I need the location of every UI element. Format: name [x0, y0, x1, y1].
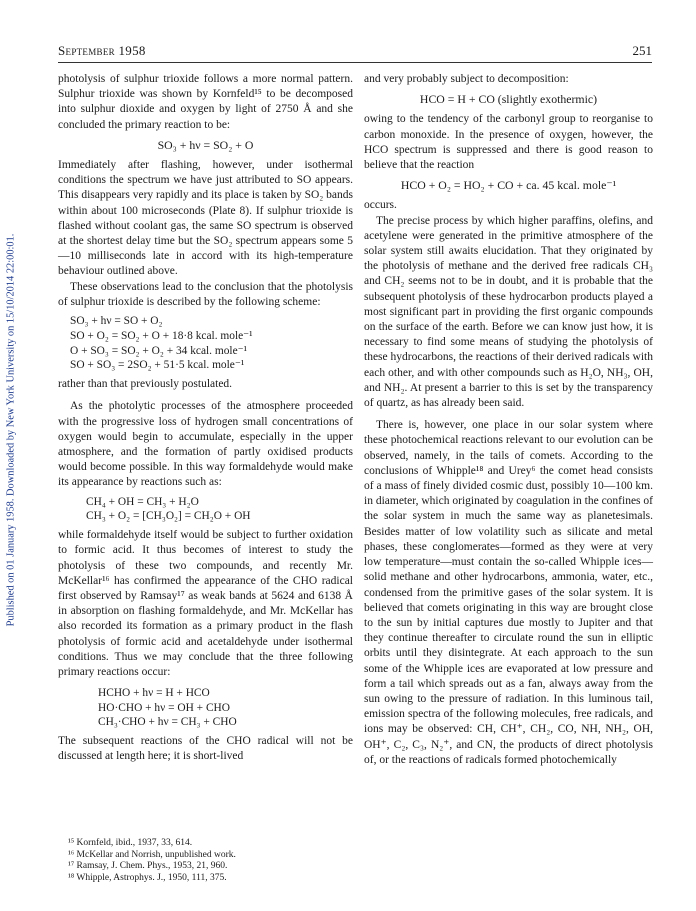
journal-date: September 1958: [58, 43, 146, 58]
reaction-line: CH₃ + O₂ = [CH₃O₂] = CH₂O + OH: [86, 510, 251, 523]
paragraph: owing to the tendency of the carbonyl group to reorganise to carbon monoxide. In the presence of oxygen, however, the HCO spectrum is suppressed and there is good reason to believe that the reaction: [364, 113, 653, 172]
footnotes: [58, 838, 353, 884]
equation: HCO = H + CO (slightly exothermic): [419, 92, 598, 107]
footnote: ¹⁶ McKellar and Norrish, unpublished work.: [68, 849, 236, 860]
reaction-scheme: [70, 314, 353, 373]
reaction-line: HCHO + hν = H + HCO: [98, 687, 210, 700]
reaction-line: SO₃ + hν = SO + O₂: [70, 315, 163, 328]
paragraph: The precise process by which higher paraffins, olefins, and acetylene were generated in the primitive atmosphere of the solar system still awaits elucidation. That they originated by the photolysis of methane and the derived free radicals CH₃ and CH₂ seems not to be in doubt, and it is probable that the subsequent photolysis of these hydrocarbon products played a most significant part in providing the first organic compounds on the surface of the earth. Before we can know just how, it is necessary to find some means of studying the photolysis of these hydrocarbons, the reactions of their derived radicals with each other, and with other compounds such as H₂O, NH₃, OH, and NH₂. At present a barrier to this is set by the transparency of quartz, as has already been said.: [364, 214, 653, 410]
reaction-line: CH₃·CHO + hν = CH₃ + CHO: [98, 716, 237, 729]
paragraph: Immediately after flashing, however, under isothermal conditions the spectrum we have just attributed to SO appears. This disappears very rapidly and its place is taken by SO₂ bands within about 100 microseconds (Plate 8). If sulphur trioxide is flashed without coolant gas, the same SO spectrum is observed at the shortest delay time but the SO₂ spectrum appears some 5—10 milliseconds late in accord with its high-temperature behaviour outlined above.: [58, 159, 353, 278]
footnote: ¹⁸ Whipple, Astrophys. J., 1950, 111, 375.: [68, 872, 227, 883]
download-watermark: Published on 01 January 1958. Downloaded by New York University on 15/10/2014 22:00:01.: [5, 233, 17, 627]
paragraph: and very probably subject to decomposition:: [364, 73, 569, 85]
reaction-line: O + SO₃ = SO₂ + O₂ + 34 kcal. mole⁻¹: [70, 344, 248, 357]
paragraph: As the photolytic processes of the atmosphere proceeded with the progressive loss of hydrogen small concentrations of oxygen would begin to accumulate, especially in the upper atmosphere, and the formation of partly oxidised products would become possible. In this way formaldehyde would make its appearance by reactions such as:: [58, 400, 353, 489]
right-column: [364, 72, 653, 768]
equation: HCO + O₂ = HO₂ + CO + ca. 45 kcal. mole⁻¹: [400, 178, 617, 193]
paragraph: occurs.: [364, 199, 397, 212]
primary-reactions: [98, 686, 353, 730]
paragraph: rather than that previously postulated.: [58, 378, 233, 391]
running-header: [58, 40, 652, 63]
footnote: ¹⁷ Ramsay, J. Chem. Phys., 1953, 21, 960.: [68, 861, 228, 871]
reaction-line: SO + SO₃ = 2SO₂ + 51·5 kcal. mole⁻¹: [70, 359, 245, 372]
paragraph: The subsequent reactions of the CHO radical will not be discussed at length here; it is short-lived: [58, 735, 353, 763]
reaction-set: [86, 495, 353, 525]
page-number: 251: [632, 43, 652, 58]
paragraph: There is, however, one place in our solar system where these photochemical reactions relevant to our evolution can be observed, namely, in the tails of comets. According to the conclusions of Whipple¹⁸ and Urey⁶ the comet head consists of a mass of finely divided cosmic dust, possibly 10—100 km. in diameter, which originated by coagulation in the confines of the solar system in much the same way as planetesimals. Besides matter of low volatility such as silicate and metal phases, these conglomerates—formed as they were at very low temperature—must contain the so-called Whipple ices—solid methane and other hydrocarbons, ammonia, water, etc., condensed from the primitive gases of the solar system. It is believed that comets originating in this way are brought close to the sun by initial captures due mostly to Jupiter and that they continue thereafter to circulate round the sun in elliptic orbits until they disintegrate. At each approach to the sun some of the Whipple ices are evaporated at low pressure and form a tail which spreads out as a fan, always away from the sun owing to the pressure of radiation. In this luminous tail, emission spectra of the following molecules, free radicals, and ions may be observed: CH, CH⁺, CH₂, CO, NH, NH₂, OH, OH⁺, C₂, C₃, N₂⁺, and CN, the products of direct photolysis of, or the reactions of radicals formed photochemically: [364, 419, 653, 766]
reaction-line: CH₄ + OH = CH₃ + H₂O: [86, 495, 199, 508]
paragraph: These observations lead to the conclusion that the photolysis of sulphur trioxide is described by the following scheme:: [58, 280, 353, 308]
reaction-line: SO + O₂ = SO₂ + O + 18·8 kcal. mole⁻¹: [70, 329, 253, 342]
equation: SO₃ + hν = SO₂ + O: [157, 137, 254, 152]
reaction-line: HO·CHO + hν = OH + CHO: [98, 701, 230, 714]
footnote: ¹⁵ Kornfeld, ibid., 1937, 33, 614.: [68, 838, 193, 848]
left-column: [58, 72, 353, 764]
paragraph: photolysis of sulphur trioxide follows a more normal pattern. Sulphur trioxide was shown by Kornfeld¹⁵ to be decomposed into sulphur dioxide and oxygen by light of 2750 Å and she concluded the primary reaction to be:: [58, 73, 353, 131]
paragraph: while formaldehyde itself would be subject to further oxidation to formic acid. It thus becomes of interest to study the photolysis of these two compounds, and recently Mr. McKellar¹⁶ has confirmed the appearance of the CHO radical first observed by Ramsay¹⁷ as weak bands at 5624 and 6138 Å in absorption on flashing formaldehyde, and Mr. McKellar has also recorded its formation as a primary product in the flash photolysis of formic acid and acetaldehyde under isothermal conditions. Thus we may conclude that the three following primary reactions occur:: [58, 529, 353, 679]
